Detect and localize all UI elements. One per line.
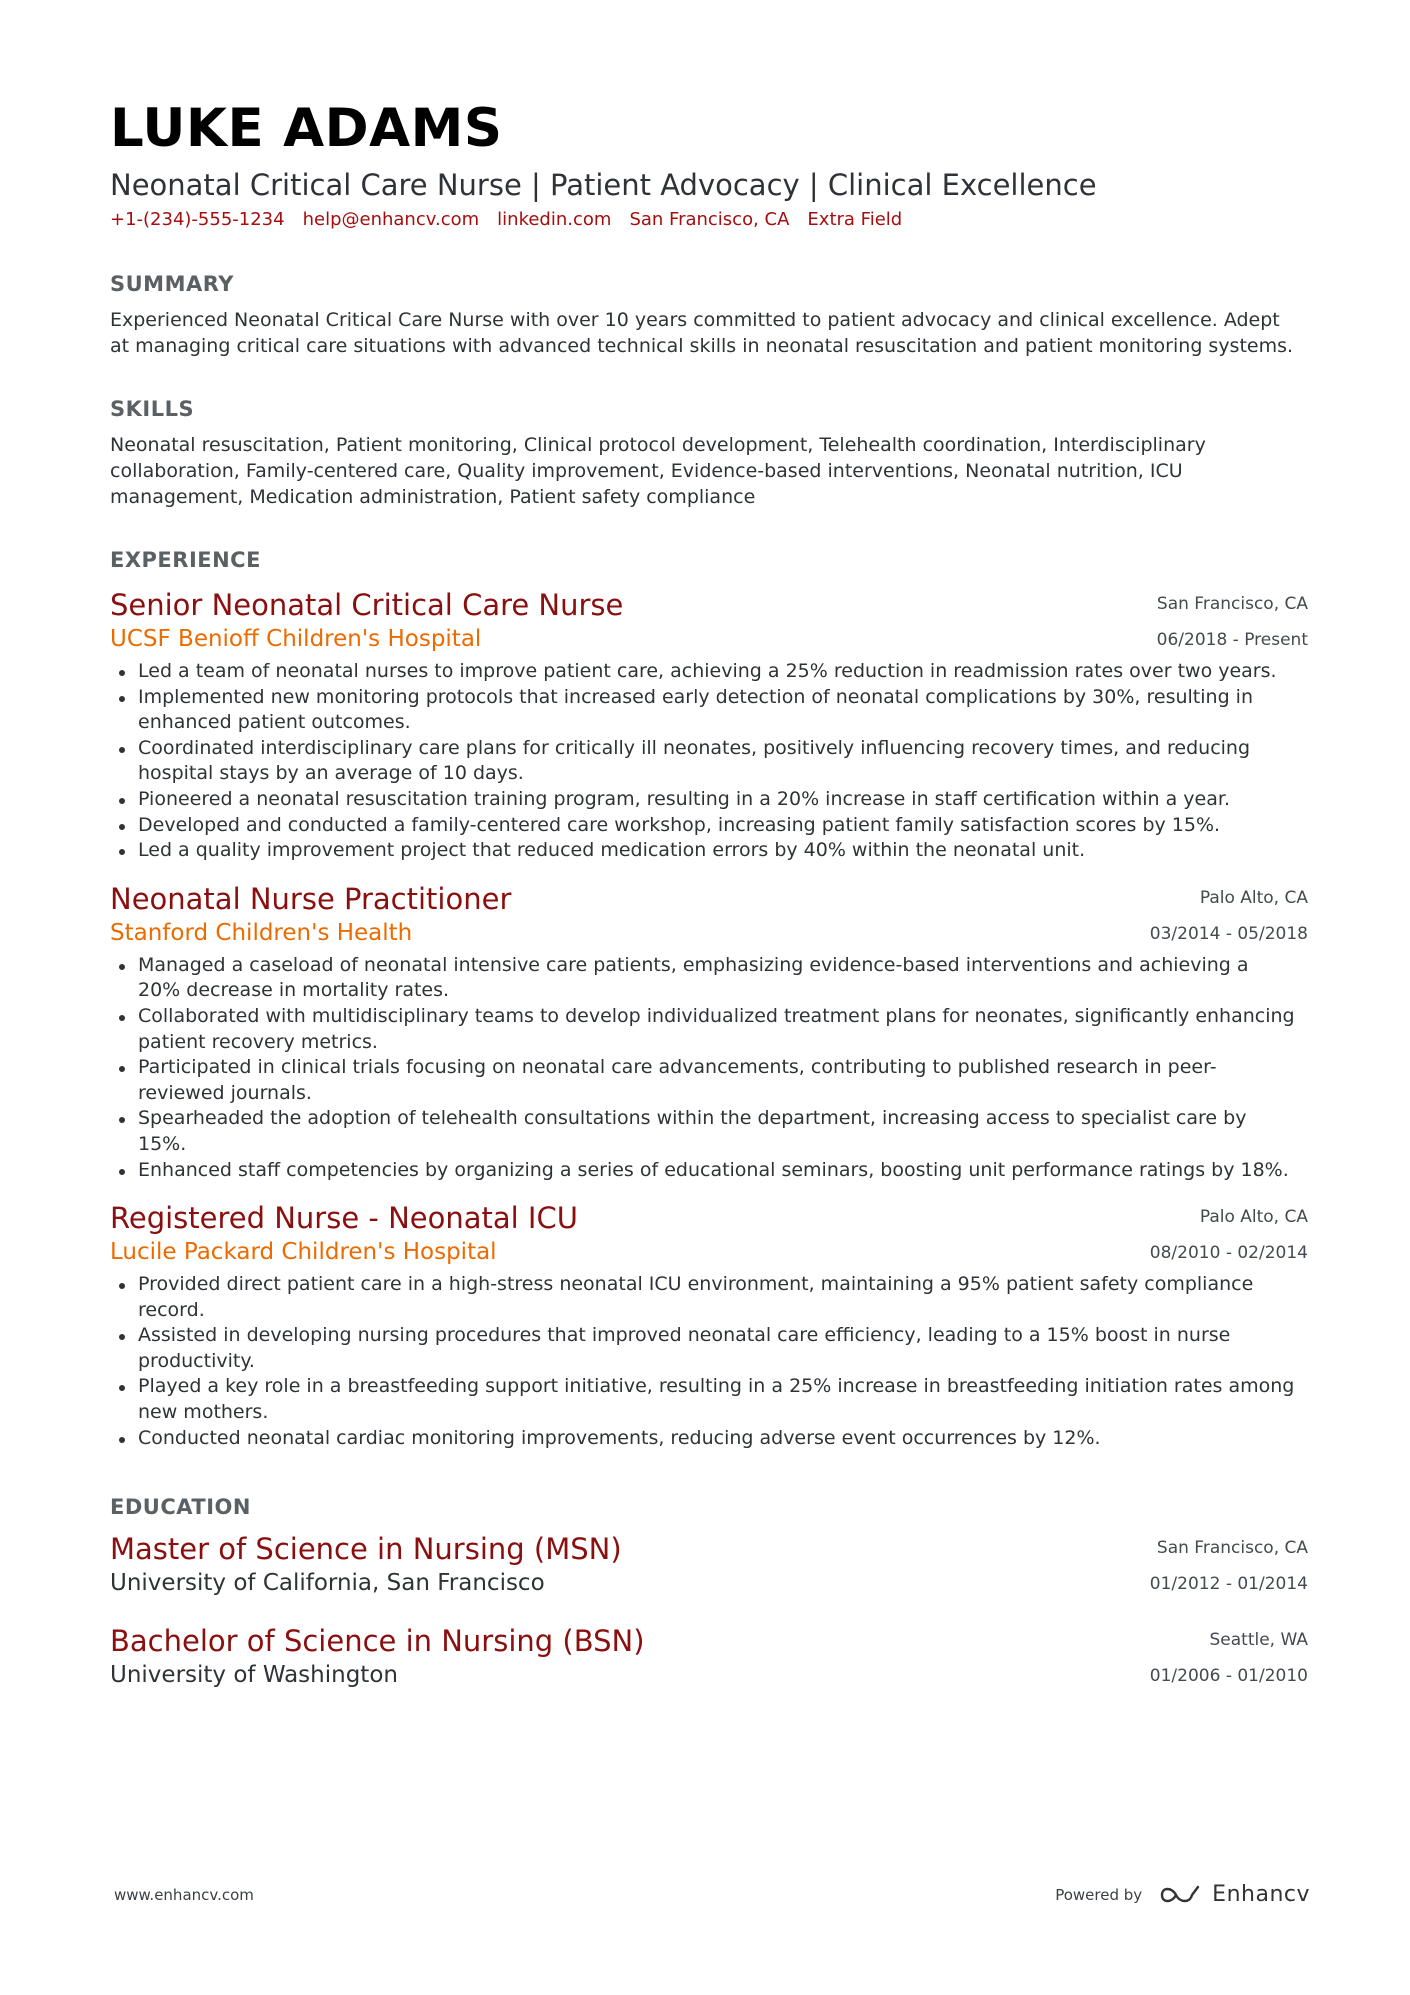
experience-entry (110, 586, 1308, 864)
candidate-headline: Neonatal Critical Care Nurse | Patient Advocacy | Clinical Excellence (110, 168, 1097, 202)
bullet-item: Led a team of neonatal nurses to improve patient care, achieving a 25% reduction in readmission rates over two years. (110, 659, 1308, 685)
bullet-item: Managed a caseload of neonatal intensive care patients, emphasizing evidence-based interventions and achieving a 20% decrease in mortality rates. (110, 953, 1308, 1004)
job-title: Neonatal Nurse Practitioner (110, 881, 512, 916)
enhancv-logo-text: Enhancv (1212, 1882, 1310, 1907)
education-heading: EDUCATION (110, 1495, 251, 1520)
contact-location: San Francisco, CA (629, 209, 790, 230)
education-list (110, 1530, 1308, 1690)
skills-text: Neonatal resuscitation, Patient monitoring, Clinical protocol development, Telehealth coordination, Interdisciplinary collaboration, Family-centered care, Quality improvement, Evidence-based interventions, Neonatal nutrition, ICU management, Medication administration, Patient safety compliance (110, 434, 1206, 508)
bullet-item: Pioneered a neonatal resuscitation training program, resulting in a 20% increase in staff certification within a year. (110, 787, 1308, 813)
bullet-item: Participated in clinical trials focusing on neonatal care advancements, contributing to published research in peer-reviewed journals. (110, 1055, 1308, 1106)
bullet-item: Implemented new monitoring protocols that increased early detection of neonatal complications by 30%, resulting in enhanced patient outcomes. (110, 685, 1308, 736)
bullet-item: Enhanced staff competencies by organizing a series of educational seminars, boosting unit performance ratings by 18%. (110, 1158, 1308, 1184)
school-dates: 01/2012 - 01/2014 (1149, 1574, 1308, 1595)
skills-heading: SKILLS (110, 397, 195, 421)
bullet-item: Collaborated with multidisciplinary teams to develop individualized treatment plans for neonates, significantly enhancing patient recovery metrics. (110, 1004, 1308, 1055)
powered-by (1055, 1882, 1310, 1907)
enhancv-logo[interactable] (1158, 1882, 1310, 1907)
footer-website-link[interactable]: www.enhancv.com (114, 1885, 254, 1904)
job-organization: Lucile Packard Children's Hospital (110, 1239, 497, 1266)
resume-page (110, 96, 1308, 1690)
degree-title: Bachelor of Science in Nursing (BSN) (110, 1624, 645, 1659)
job-location: San Francisco, CA (1156, 594, 1308, 614)
job-organization: UCSF Benioff Children's Hospital (110, 626, 482, 652)
school-name: University of Washington (110, 1662, 398, 1689)
job-bullets (110, 1272, 1308, 1451)
school-location: San Francisco, CA (1156, 1538, 1308, 1559)
job-title: Senior Neonatal Critical Care Nurse (110, 588, 624, 622)
job-dates: 08/2010 - 02/2014 (1149, 1243, 1308, 1264)
summary-heading: SUMMARY (110, 272, 234, 296)
bullet-item: Led a quality improvement project that reduced medication errors by 40% within the neonatal unit. (110, 838, 1308, 864)
school-dates: 01/2006 - 01/2010 (1149, 1666, 1308, 1687)
bullet-item: Played a key role in a breastfeeding support initiative, resulting in a 25% increase in breastfeeding initiation rates among new mothers. (110, 1374, 1308, 1425)
contact-linkedin[interactable]: linkedin.com (497, 209, 612, 230)
contact-line (110, 208, 1308, 232)
degree-title: Master of Science in Nursing (MSN) (110, 1532, 622, 1567)
job-location: Palo Alto, CA (1199, 1207, 1308, 1228)
job-dates: 03/2014 - 05/2018 (1149, 923, 1308, 944)
job-organization: Stanford Children's Health (110, 919, 413, 946)
job-location: Palo Alto, CA (1199, 887, 1308, 908)
experience-heading: EXPERIENCE (110, 548, 261, 572)
powered-by-label: Powered by (1055, 1885, 1143, 1904)
job-bullets (110, 953, 1308, 1183)
bullet-item: Assisted in developing nursing procedures that improved neonatal care efficiency, leading to a 15% boost in nurse productivity. (110, 1323, 1308, 1374)
job-bullets (110, 659, 1308, 864)
bullet-item: Conducted neonatal cardiac monitoring improvements, reducing adverse event occurrences by 12%. (110, 1426, 1308, 1452)
bullet-item: Coordinated interdisciplinary care plans for critically ill neonates, positively influencing recovery times, and reducing hospital stays by an average of 10 days. (110, 736, 1308, 787)
enhancv-logo-icon (1158, 1883, 1204, 1907)
contact-phone[interactable]: +1-(234)-555-1234 (110, 209, 285, 230)
summary-text: Experienced Neonatal Critical Care Nurse with over 10 years committed to patient advocacy and clinical excellence. Adept at managing critical care situations with advanced technical skills in neonatal resuscitation and patient monitoring systems. (110, 309, 1294, 357)
experience-entry (110, 1199, 1308, 1451)
job-title: Registered Nurse - Neonatal ICU (110, 1201, 578, 1236)
school-name: University of California, San Francisco (110, 1570, 545, 1597)
bullet-item: Spearheaded the adoption of telehealth consultations within the department, increasing access to specialist care by 15%. (110, 1106, 1308, 1157)
education-entry (110, 1622, 1308, 1690)
education-entry (110, 1530, 1308, 1598)
contact-extra: Extra Field (807, 209, 903, 230)
bullet-item: Developed and conducted a family-centered care workshop, increasing patient family satisfaction scores by 15%. (110, 813, 1308, 839)
candidate-name: LUKE ADAMS (110, 98, 503, 159)
bullet-item: Provided direct patient care in a high-stress neonatal ICU environment, maintaining a 95% patient safety compliance record. (110, 1272, 1308, 1323)
page-footer (114, 1882, 1310, 1907)
school-location: Seattle, WA (1209, 1630, 1308, 1651)
experience-entry (110, 880, 1308, 1183)
contact-email[interactable]: help@enhancv.com (302, 209, 480, 230)
experience-list (110, 586, 1308, 1451)
job-dates: 06/2018 - Present (1156, 630, 1308, 650)
